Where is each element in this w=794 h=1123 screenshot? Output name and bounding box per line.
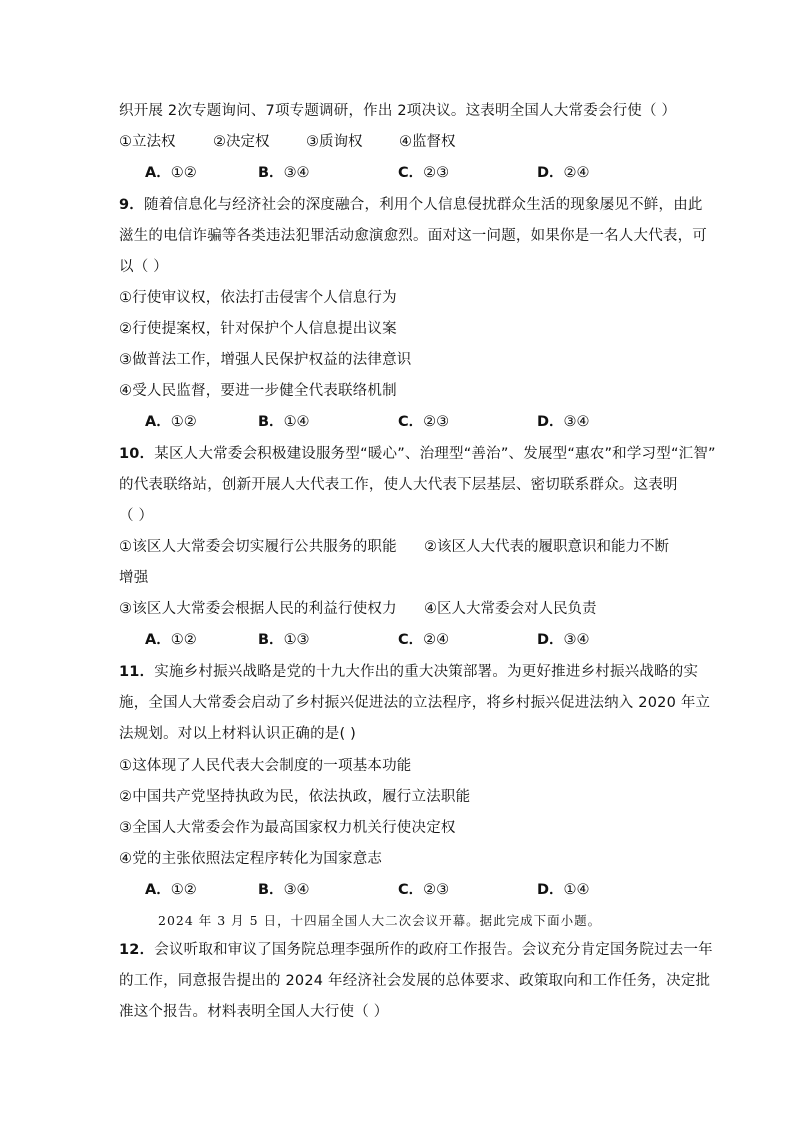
question-number: 10．: [119, 446, 155, 462]
option-letter: A．: [145, 632, 171, 648]
q10-stem-line-3: （ ）: [119, 508, 154, 524]
q9-stem-text: 随着信息化与经济社会的深度融合，利用个人信息侵扰群众生活的现象屡见不鲜，由此: [144, 197, 703, 213]
q8-choice-2: ②决定权: [213, 134, 270, 150]
q12-stem-line-2: 的工作，同意报告提出的 2024 年经济社会发展的总体要求、政策取向和工作任务，决定批: [119, 973, 711, 989]
option-text: ①②: [170, 632, 197, 648]
q8-stem-tail: 织开展 2次专题询问、7项专题调研，作出 2项决议。这表明全国人大常委会行使（ ）: [119, 103, 677, 119]
option-letter: A．: [145, 165, 171, 181]
q10-option-c[interactable]: [398, 630, 449, 650]
q12-stem-line-3: 准这个报告。材料表明全国人大行使（ ）: [119, 1004, 389, 1020]
option-text: ①③: [283, 632, 310, 648]
option-text: ①②: [170, 882, 197, 898]
q10-option-a[interactable]: [145, 630, 197, 650]
q10-statement-2-cont: 增强: [119, 570, 149, 586]
q8-choice-1: ①立法权: [119, 134, 176, 150]
option-text: ①②: [170, 165, 197, 181]
option-text: ②③: [423, 414, 450, 430]
q10-statement-2: ②该区人大代表的履职意识和能力不断: [424, 539, 669, 555]
q9-statement-3: ③做普法工作，增强人民保护权益的法律意识: [119, 352, 412, 368]
option-letter: D．: [537, 632, 564, 648]
option-letter: A．: [145, 414, 171, 430]
option-text: ②③: [423, 165, 450, 181]
option-letter: D．: [537, 414, 564, 430]
q9-option-a[interactable]: [145, 412, 197, 432]
question-number: 11．: [119, 664, 155, 680]
q10-statement-4: ④区人大常委会对人民负责: [424, 601, 597, 617]
q9-stem-line-3: 以（ ）: [119, 259, 168, 275]
q11-stem-line-1: [119, 662, 698, 682]
q11-option-b[interactable]: [258, 880, 310, 900]
question-number: 12．: [119, 942, 155, 958]
option-text: ①②: [170, 414, 197, 430]
q11-statement-4: ④党的主张依照法定程序转化为国家意志: [119, 851, 383, 867]
q11-stem-text: 实施乡村振兴战略是党的十九大作出的重大决策部署。为更好推进乡村振兴战略的实: [154, 664, 699, 680]
q9-stem-line-1: [119, 195, 703, 215]
q11-stem-line-3: 法规划。对以上材料认识正确的是( ): [119, 726, 357, 742]
q9-stem-line-2: 滋生的电信诈骗等各类违法犯罪活动愈演愈烈。面对这一问题，如果你是一名人大代表，可: [119, 228, 707, 244]
option-letter: B．: [258, 632, 284, 648]
q12-stem-line-1: [119, 940, 713, 960]
option-text: ①④: [563, 882, 590, 898]
q8-option-d[interactable]: [537, 163, 590, 183]
option-letter: B．: [258, 165, 284, 181]
q10-stem-line-1: [119, 444, 716, 464]
option-letter: D．: [537, 882, 564, 898]
q9-option-c[interactable]: [398, 412, 449, 432]
q11-statement-3: ③全国人大常委会作为最高国家权力机关行使决定权: [119, 820, 456, 836]
q8-choice-4: ④监督权: [399, 134, 456, 150]
q9-statement-1: ①行使审议权，依法打击侵害个人信息行为: [119, 290, 397, 306]
option-letter: C．: [398, 165, 424, 181]
q9-statement-2: ②行使提案权，针对保护个人信息提出议案: [119, 321, 397, 337]
q10-stem-text: 某区人大常委会积极建设服务型“暖心”、治理型“善治”、发展型“惠农”和学习型“汇智”: [154, 446, 716, 462]
q12-stem-text: 会议听取和审议了国务院总理李强所作的政府工作报告。会议充分肯定国务院过去一年: [154, 942, 713, 958]
q8-option-a[interactable]: [145, 163, 197, 183]
section-note: 2024 年 3 月 5 日，十四届全国人大二次会议开幕。据此完成下面小题。: [158, 913, 602, 928]
q10-option-b[interactable]: [258, 630, 310, 650]
option-text: ②③: [423, 882, 450, 898]
option-letter: C．: [398, 882, 424, 898]
option-letter: B．: [258, 414, 284, 430]
option-letter: C．: [398, 632, 424, 648]
q8-option-c[interactable]: [398, 163, 449, 183]
q8-choice-3: ③质询权: [306, 134, 363, 150]
q10-statement-3: ③该区人大常委会根据人民的利益行使权力: [119, 601, 397, 617]
question-number: 9．: [119, 197, 144, 213]
q11-stem-line-2: 施，全国人大常委会启动了乡村振兴促进法的立法程序，将乡村振兴促进法纳入 2020 年立: [119, 695, 711, 711]
q9-statement-4: ④受人民监督，要进一步健全代表联络机制: [119, 383, 397, 399]
q11-statement-2: ②中国共产党坚持执政为民，依法执政，履行立法职能: [119, 789, 471, 805]
q10-statement-1: ①该区人大常委会切实履行公共服务的职能: [119, 539, 397, 555]
option-text: ①④: [283, 414, 310, 430]
option-letter: D．: [537, 165, 564, 181]
option-letter: C．: [398, 414, 424, 430]
q11-statement-1: ①这体现了人民代表大会制度的一项基本功能: [119, 758, 412, 774]
option-letter: B．: [258, 882, 284, 898]
q10-stem-line-2: 的代表联络站，创新开展人大代表工作，使人大代表下层基层、密切联系群众。这表明: [119, 477, 678, 493]
option-text: ②④: [423, 632, 450, 648]
q9-option-d[interactable]: [537, 412, 590, 432]
q10-option-d[interactable]: [537, 630, 590, 650]
option-letter: A．: [145, 882, 171, 898]
q11-option-c[interactable]: [398, 880, 449, 900]
option-text: ③④: [563, 414, 590, 430]
option-text: ③④: [283, 882, 310, 898]
option-text: ③④: [283, 165, 310, 181]
q11-option-d[interactable]: [537, 880, 590, 900]
option-text: ②④: [563, 165, 590, 181]
option-text: ③④: [563, 632, 590, 648]
q11-option-a[interactable]: [145, 880, 197, 900]
q9-option-b[interactable]: [258, 412, 310, 432]
q8-option-b[interactable]: [258, 163, 310, 183]
